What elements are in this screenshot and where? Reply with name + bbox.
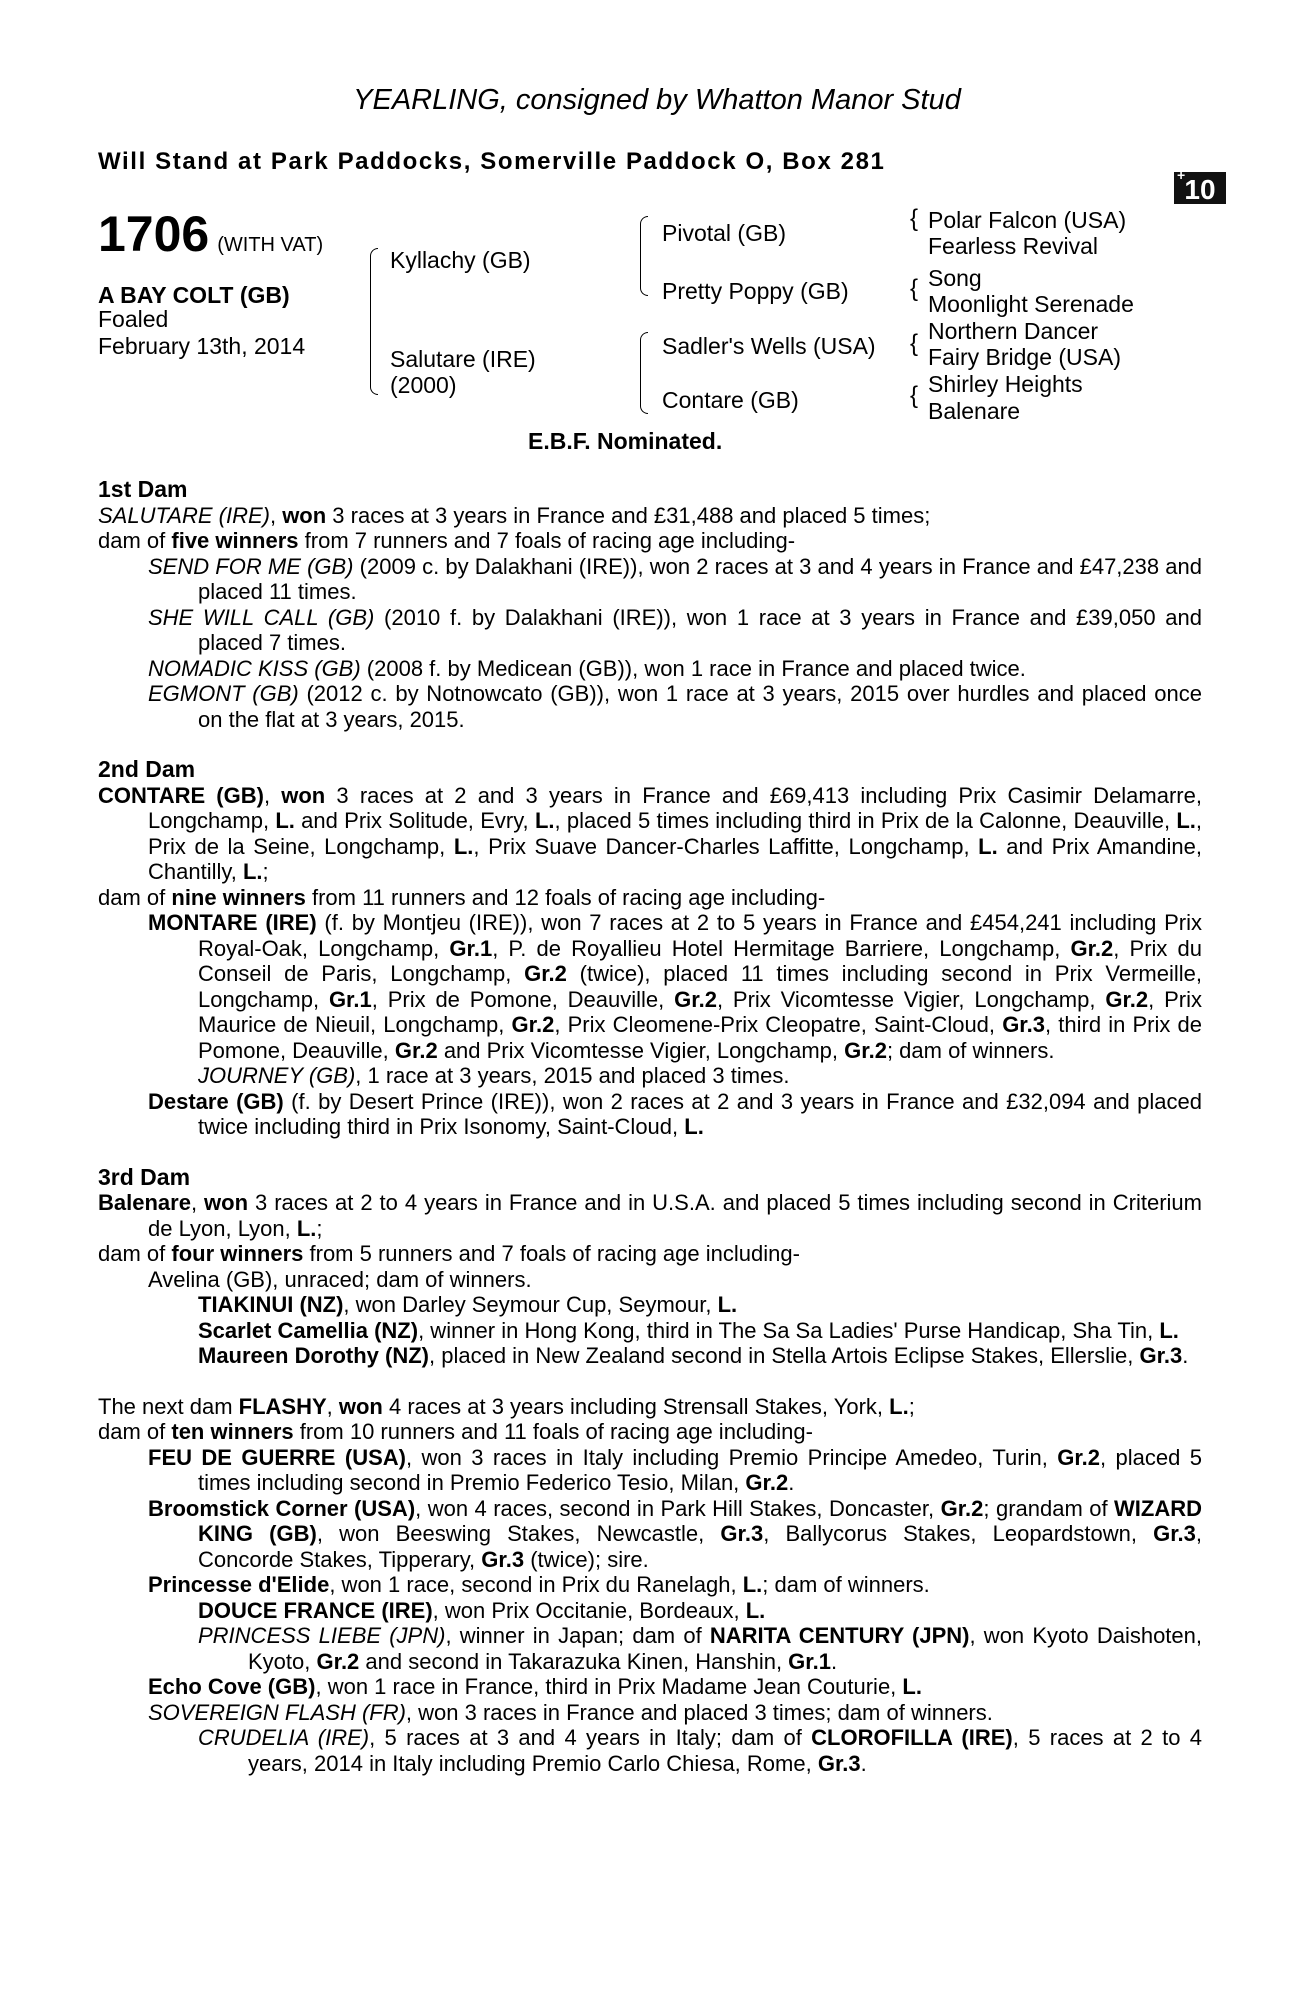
text: , won 1 race, second in Prix du Ranelagh, [329, 1572, 743, 1597]
badge-plus: + [1177, 167, 1186, 183]
grade-mark: Gr.2 [745, 1470, 789, 1495]
grade-mark: Gr.1 [449, 935, 493, 961]
text: , Prix Cleomene-Prix Cleopatre, Saint-Cloud, [554, 1012, 1003, 1037]
first-dam-name: SALUTARE (IRE) [98, 502, 270, 528]
text: , placed in New Zealand second in Stella Artois Eclipse Stakes, Ellerslie, [429, 1343, 1140, 1368]
text: , 1 race at 3 years, 2015 and placed 3 times. [355, 1063, 790, 1088]
badge-number: 10 [1184, 174, 1216, 205]
progeny-avelina: Avelina (GB), unraced; dam of winners. [148, 1266, 532, 1292]
listed-mark: L. [745, 1597, 766, 1623]
next-dam-produce [98, 1419, 1202, 1445]
horse-name: Balenare [98, 1190, 191, 1215]
text: . [1182, 1343, 1189, 1368]
grandparent-8: Balenare [928, 398, 1021, 424]
horse-name: WIZARD KING (GB) [198, 1495, 1203, 1546]
grandparent-1: Polar Falcon (USA) [928, 207, 1127, 233]
horse-name: Destare (GB) [148, 1088, 284, 1114]
progeny-crudelia [98, 1725, 1202, 1776]
progeny-sovereign-flash [98, 1700, 1202, 1726]
pedigree-brace-sire [640, 216, 648, 296]
text: , won 1 race in France, third in Prix Madame Jean Couturie, [315, 1674, 903, 1699]
winners-count: five winners [171, 528, 299, 553]
grade-mark: Gr.1 [328, 986, 372, 1012]
foaled-date: February 13th, 2014 [98, 333, 306, 359]
first-dam-heading: 1st Dam [98, 476, 188, 502]
text: , won Kyoto Daishoten, Kyoto, [248, 1623, 1202, 1674]
text: , Ballycorus Stakes, Leopardstown, [763, 1521, 1154, 1546]
progeny-send-for-me [98, 554, 1202, 605]
progeny-feu-de-guerre [98, 1445, 1202, 1496]
horse-name: NARITA CENTURY (JPN) [709, 1623, 970, 1648]
text: from 7 runners and 7 foals of racing age including- [298, 528, 796, 553]
stand-location: Will Stand at Park Paddocks, Somerville Paddock O, Box 281 [98, 148, 886, 175]
text: (f. by Montjeu (IRE)), won 7 races at 2 to 5 years in France and £454,241 including Prix Royal-Oak, Longchamp, [198, 910, 1202, 961]
winners-count: nine winners [171, 884, 306, 910]
pedigree-brace-main [370, 248, 378, 395]
sire-sire: Pivotal (GB) [662, 220, 786, 246]
won-word: won [281, 782, 326, 808]
grade-mark: Gr.2 [511, 1012, 555, 1037]
text: , won Beeswing Stakes, Newcastle, [316, 1521, 721, 1546]
winners-count: four winners [171, 1241, 304, 1266]
grandparent-3: Song [928, 265, 982, 291]
brace-g12: { [910, 205, 919, 232]
foaled-label: Foaled [98, 306, 169, 332]
text: and Prix Solitude, Evry, [294, 808, 535, 833]
text: 3 races at 2 to 4 years in France and in U.S.A. and placed 5 times including second in Criterium de Lyon, Lyon, [148, 1190, 1202, 1241]
listed-mark: L. [453, 833, 474, 859]
grandparent-4: Moonlight Serenade [928, 291, 1134, 317]
horse-name: Echo Cove (GB) [148, 1674, 316, 1699]
horse-name: SEND FOR ME (GB) [148, 553, 354, 579]
horse-name: CONTARE (GB) [98, 782, 264, 808]
next-dam-record: The next dam FLASHY, won 4 races at 3 years including Strensall Stakes, York, L.; [98, 1393, 915, 1419]
brace-g56: { [910, 330, 919, 357]
text: dam of [98, 528, 172, 553]
listed-mark: L. [684, 1114, 704, 1139]
horse-name: FEU DE GUERRE (USA) [148, 1444, 406, 1470]
text: (2012 c. by Notnowcato (GB)), won 1 race at 3 years, 2015 over hurdles and placed once on the flat at 3 years, 2015. [198, 681, 1202, 732]
dam: Salutare (IRE) [390, 346, 536, 372]
horse-name: FLASHY [238, 1393, 327, 1419]
text: dam of [98, 1419, 172, 1444]
horse-name: EGMONT (GB) [148, 681, 299, 706]
first-dam-record: SALUTARE (IRE), won 3 races at 3 years in France and £31,488 and placed 5 times; [98, 502, 931, 528]
text: , placed 5 times including third in Prix de la Calonne, Deauville, [554, 808, 1177, 833]
page-header: YEARLING, consigned by Whatton Manor Stud [353, 84, 961, 116]
text: , winner in Japan; dam of [445, 1623, 710, 1648]
listed-mark: L. [889, 1393, 909, 1419]
horse-name: SOVEREIGN FLASH (FR) [148, 1699, 406, 1725]
text: . [788, 1470, 795, 1495]
text: (2008 f. by Medicean (GB)), won 1 race in France and placed twice. [360, 655, 1026, 681]
grade-mark: Gr.2 [316, 1648, 360, 1674]
text: and Prix Amandine, Chantilly, [148, 833, 1203, 884]
grade-mark: Gr.2 [394, 1037, 438, 1063]
text: . [860, 1750, 867, 1776]
grade-mark: Gr.3 [1153, 1521, 1196, 1546]
text: from 11 runners and 12 foals of racing age including- [305, 884, 826, 910]
listed-mark: L. [1176, 808, 1196, 833]
text: , won 4 races, second in Park Hill Stakes, Doncaster, [415, 1495, 941, 1521]
grandparent-6: Fairy Bridge (USA) [928, 344, 1121, 370]
text: , placed 5 times including second in Premio Federico Tesio, Milan, [198, 1444, 1203, 1495]
listed-mark: L. [978, 833, 998, 859]
progeny-she-will-call [98, 605, 1202, 656]
text: , P. de Royallieu Hotel Hermitage Barriere, Longchamp, [492, 935, 1071, 961]
horse-name: Broomstick Corner (USA) [148, 1495, 416, 1521]
grade-mark: Gr.2 [674, 986, 717, 1012]
grade-mark: Gr.2 [940, 1495, 984, 1521]
listed-mark: L. [296, 1215, 317, 1241]
text: , won Prix Occitanie, Bordeaux, [432, 1597, 746, 1623]
lot-title: A BAY COLT (GB) [98, 282, 290, 308]
dam-sire: Sadler's Wells (USA) [662, 333, 876, 359]
text: dam of [98, 1241, 172, 1266]
brace-g78: { [910, 382, 919, 409]
won-word: won [204, 1190, 249, 1215]
horse-name: JOURNEY (GB) [198, 1063, 356, 1088]
text: , Prix de la Seine, Longchamp, [148, 808, 1203, 859]
horse-name: PRINCESS LIEBE (JPN) [198, 1623, 446, 1648]
horse-name: TIAKINUI (NZ) [198, 1292, 344, 1317]
text: ; [316, 1215, 323, 1241]
grade-mark: Gr.3 [1002, 1012, 1045, 1037]
pedigree-brace-dam [640, 332, 648, 414]
dam-year: (2000) [390, 372, 457, 398]
text: , Prix Maurice de Nieuil, Longchamp, [198, 986, 1202, 1037]
listed-mark: L. [742, 1572, 763, 1597]
third-dam-heading: 3rd Dam [98, 1163, 191, 1190]
text: from 5 runners and 7 foals of racing age including- [303, 1241, 800, 1266]
grade-mark: Gr.2 [1070, 935, 1114, 961]
text: (2010 f. by Dalakhani (IRE)), won 1 race at 3 years in France and £39,050 and placed 7 times. [198, 604, 1202, 655]
text: ; grandam of [983, 1495, 1115, 1521]
won-word: won [282, 502, 327, 528]
progeny-princesse-delide [98, 1572, 1202, 1598]
progeny-princess-liebe [98, 1623, 1202, 1674]
won-word: won [338, 1393, 383, 1419]
progeny-destare [98, 1089, 1202, 1140]
text: (twice); sire. [524, 1546, 649, 1572]
text: ; [262, 859, 269, 884]
text: , 5 races at 3 and 4 years in Italy; dam of [369, 1725, 812, 1750]
text: , Concorde Stakes, Tipperary, [198, 1521, 1203, 1572]
grade-mark: Gr.1 [788, 1648, 831, 1674]
grade-mark: Gr.2 [844, 1037, 887, 1063]
text: , Prix de Pomone, Deauville, [371, 986, 675, 1012]
winners-count: ten winners [171, 1419, 294, 1444]
brace-g34: { [910, 275, 919, 302]
horse-name: Scarlet Camellia (NZ) [198, 1317, 419, 1343]
nomination: E.B.F. Nominated. [528, 428, 723, 454]
text: , won 3 races in Italy including Premio Principe Amedeo, Turin, [405, 1444, 1058, 1470]
text: . [830, 1648, 838, 1674]
text: (twice), placed 11 times including second in Prix Vermeille, Longchamp, [198, 961, 1202, 1012]
horse-name: CRUDELIA (IRE) [198, 1725, 370, 1750]
day-badge [1174, 167, 1226, 205]
third-dam-record: Balenare, won 3 races at 2 to 4 years in France and in U.S.A. and placed 5 times including second in Criterium de Lyon, Lyon, L.; [98, 1190, 1202, 1241]
catalogue-body [98, 477, 1202, 1776]
text: , won 3 races in France and placed 3 times; dam of winners. [405, 1699, 993, 1725]
second-dam-record: CONTARE (GB), won 3 races at 2 and 3 years in France and £69,413 including Prix Casimir Delamarre, Longchamp, L. and Prix Solitude, Evry, L., placed 5 times including third in Prix de la Calonne, Deauville, L., Prix de la Seine, Longchamp, L., Prix Suave Dancer-Charles Laffitte, Longchamp, L. and Prix Amandine, Chantilly, L.; [98, 782, 1203, 884]
grade-mark: Gr.2 [524, 961, 567, 986]
horse-name: Princesse d'Elide [148, 1572, 330, 1597]
grandparent-7: Shirley Heights [928, 371, 1083, 397]
text: The next dam [98, 1393, 239, 1419]
text: , won Darley Seymour Cup, Seymour, [343, 1292, 718, 1317]
grandparent-5: Northern Dancer [928, 318, 1099, 344]
grade-mark: Gr.3 [817, 1750, 861, 1776]
grade-mark: Gr.3 [720, 1521, 764, 1546]
grade-mark: Gr.2 [1105, 986, 1149, 1012]
progeny-echo-cove [98, 1674, 1202, 1700]
text: , Prix du Conseil de Paris, Longchamp, [198, 935, 1202, 986]
grandparent-2: Fearless Revival [928, 233, 1098, 259]
listed-mark: L. [242, 859, 263, 884]
dam-dam: Contare (GB) [662, 387, 799, 413]
text: 4 races at 3 years including Strensall Stakes, York, [382, 1393, 890, 1419]
progeny-journey [98, 1063, 1202, 1089]
text: , third in Prix de Pomone, Deauville, [198, 1012, 1202, 1063]
grade-mark: Gr.3 [481, 1546, 525, 1572]
progeny-broomstick-corner [98, 1496, 1202, 1573]
first-dam-produce [98, 528, 1202, 554]
progeny-maureen-dorothy [98, 1343, 1202, 1369]
progeny-scarlet-camellia [98, 1318, 1202, 1344]
text: dam of [98, 884, 172, 910]
progeny-egmont [98, 681, 1202, 732]
text: (f. by Desert Prince (IRE)), won 2 races at 2 and 3 years in France and £32,094 and placed twice including third in Prix Isonomy, Saint-Cloud, [198, 1088, 1202, 1139]
horse-name: MONTARE (IRE) [148, 910, 317, 935]
text: , Prix Vicomtesse Vigier, Longchamp, [716, 986, 1106, 1012]
second-dam-produce [98, 885, 1202, 911]
text: ; dam of winners. [762, 1572, 930, 1597]
third-dam-produce [98, 1241, 1202, 1267]
second-dam-heading: 2nd Dam [98, 756, 196, 782]
text: ; dam of winners. [886, 1037, 1055, 1063]
progeny-tiakinui [98, 1292, 1202, 1318]
horse-name: SHE WILL CALL (GB) [148, 604, 375, 630]
horse-name: CLOROFILLA (IRE) [811, 1725, 1013, 1750]
first-dam-text: 3 races at 3 years in France and £31,488 and placed 5 times; [326, 502, 931, 528]
lot-number-line [98, 206, 323, 273]
sire-dam: Pretty Poppy (GB) [662, 278, 849, 304]
horse-name: Maureen Dorothy (NZ) [198, 1343, 429, 1368]
sire: Kyllachy (GB) [390, 247, 531, 273]
listed-mark: L. [717, 1292, 738, 1317]
listed-mark: L. [534, 808, 555, 833]
horse-name: DOUCE FRANCE (IRE) [198, 1597, 433, 1623]
text: 3 races at 2 and 3 years in France and £69,413 including Prix Casimir Delamarre, Longchamp, [148, 782, 1202, 833]
grade-mark: Gr.2 [1057, 1444, 1101, 1470]
progeny-montare [98, 910, 1202, 1063]
text: , Prix Suave Dancer-Charles Laffitte, Longchamp, [473, 833, 979, 859]
listed-mark: L. [1159, 1317, 1179, 1343]
text: and Prix Vicomtesse Vigier, Longchamp, [437, 1037, 845, 1063]
text: and second in Takarazuka Kinen, Hanshin, [359, 1648, 789, 1674]
progeny-nomadic-kiss [98, 656, 1202, 682]
text: (2009 c. by Dalakhani (IRE)), won 2 races at 3 and 4 years in France and £47,238 and placed 11 times. [198, 553, 1203, 604]
text: from 10 runners and 11 foals of racing age including- [293, 1419, 813, 1444]
vat-note: (WITH VAT) [217, 234, 324, 256]
progeny-douce-france [98, 1598, 1202, 1624]
text: , 5 races at 2 to 4 years, 2014 in Italy including Premio Carlo Chiesa, Rome, [248, 1725, 1203, 1776]
listed-mark: L. [275, 808, 295, 833]
listed-mark: L. [902, 1674, 922, 1699]
grade-mark: Gr.3 [1139, 1343, 1183, 1368]
horse-name: NOMADIC KISS (GB) [148, 655, 361, 681]
text: , winner in Hong Kong, third in The Sa Sa Ladies' Purse Handicap, Sha Tin, [418, 1317, 1160, 1343]
lot-number: 1706 [98, 206, 210, 262]
